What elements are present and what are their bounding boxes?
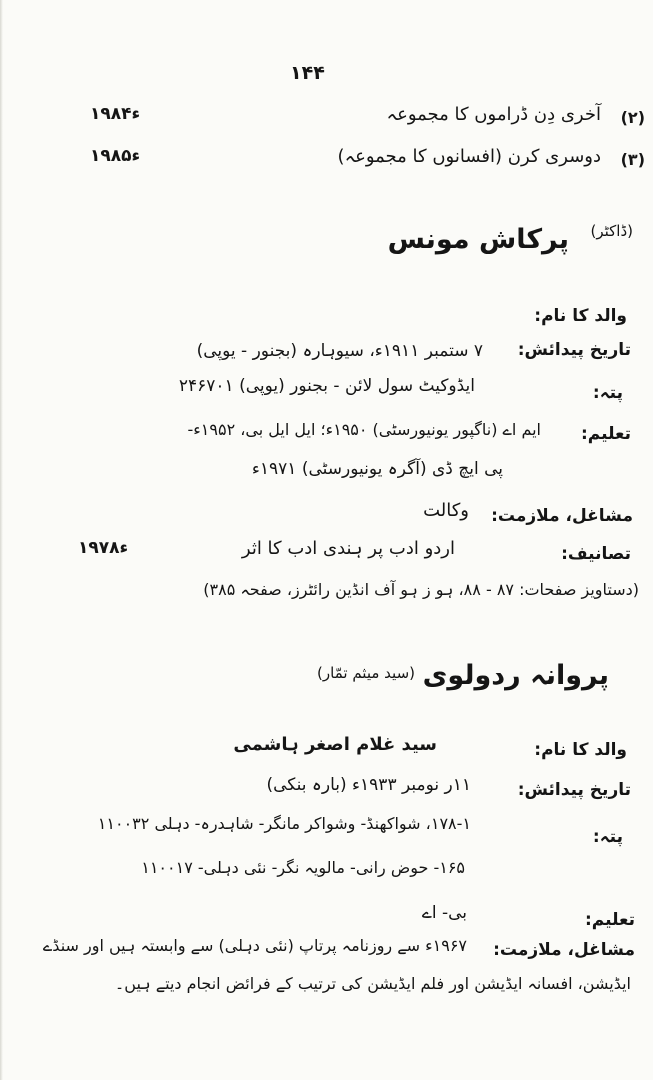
person1-works-year: ۱۹۷۸ء <box>78 538 129 558</box>
work-title: دوسری کرن (افسانوں کا مجموعہ) <box>337 146 601 167</box>
person2-father-label: والد کا نام: <box>534 740 627 760</box>
person2-address-line: ۱۶۵- حوض رانی- مالویہ نگر- نئی دہلی- ۱۱۰۰۱۷ <box>141 858 465 877</box>
work-year: ۱۹۸۵ء <box>90 146 141 166</box>
work-year: ۱۹۸۴ء <box>90 104 141 124</box>
person1-name: پرکاش مونس <box>387 224 569 255</box>
person2-name: پروانہ ردولوی <box>422 660 609 691</box>
person2-birth-value: ۱۱ر نومبر ۱۹۳۳ء (بارہ بنکی) <box>266 775 471 795</box>
person1-works-value: اردو ادب پر ہندی ادب کا اثر <box>241 538 455 559</box>
person2-education-value: بی- اے <box>421 903 467 923</box>
work-title: آخری دِن ڈراموں کا مجموعہ <box>386 104 601 125</box>
person1-title-prefix: (ڈاکٹر) <box>590 222 633 240</box>
person1-birth-value: ۷ ستمبر ۱۹۱۱ء، سیوہارہ (بجنور - یوپی) <box>196 341 483 361</box>
person1-education-line: پی ایچ ڈی (آگرہ یونیورسٹی) ۱۹۷۱ء <box>251 459 503 479</box>
person1-education-label: تعلیم: <box>581 424 631 444</box>
person2-occupation-line: ۱۹۶۷ء سے روزنامہ پرتاپ (نئی دہلی) سے وابستہ ہیں اور سنڈے <box>42 936 467 955</box>
person2-occupation-line: ایڈیشن، افسانہ ایڈیشن اور فلم ایڈیشن کی ترتیب کے فرائض انجام دیتے ہیں۔ <box>114 974 631 993</box>
page-number: ۱۴۴ <box>290 62 325 84</box>
work-index: (۲) <box>620 108 645 127</box>
person1-father-label: والد کا نام: <box>534 306 627 326</box>
person1-address-value: ایڈوکیٹ سول لائن - بجنور (یوپی) ۲۴۶۷۰۱ <box>178 376 475 396</box>
person1-education-line: ایم اے (ناگپور یونیورسٹی) ۱۹۵۰ء؛ ایل ایل بی، ۱۹۵۲ء- <box>187 420 541 439</box>
person1-occupation-label: مشاغل، ملازمت: <box>491 506 633 526</box>
work-index: (۳) <box>620 150 645 169</box>
person1-source: (دستاویز صفحات: ۸۷ - ۸۸، ہو ز ہو آف انڈین رائٹرز، صفحہ ۳۸۵) <box>203 580 639 599</box>
person2-alias: (سید میثم تمّار) <box>317 664 415 682</box>
person1-birth-label: تاریخ پیدائش: <box>517 340 631 360</box>
scan-edge <box>0 0 3 1080</box>
person1-works-label: تصانیف: <box>561 544 631 564</box>
person1-occupation-value: وکالت <box>423 500 469 521</box>
person2-birth-label: تاریخ پیدائش: <box>517 780 631 800</box>
person1-address-label: پتہ: <box>592 383 623 403</box>
person2-address-label: پتہ: <box>592 827 623 847</box>
person2-father-value: سید غلام اصغر ہاشمی <box>233 734 437 755</box>
person2-occupation-label: مشاغل، ملازمت: <box>493 940 635 960</box>
person2-education-label: تعلیم: <box>585 910 635 930</box>
person2-address-line: ۱۷۸-۱، شواکھنڈ- وشواکر مانگر- شاہدرہ- دہلی ۱۱۰۰۳۲ <box>97 814 471 833</box>
